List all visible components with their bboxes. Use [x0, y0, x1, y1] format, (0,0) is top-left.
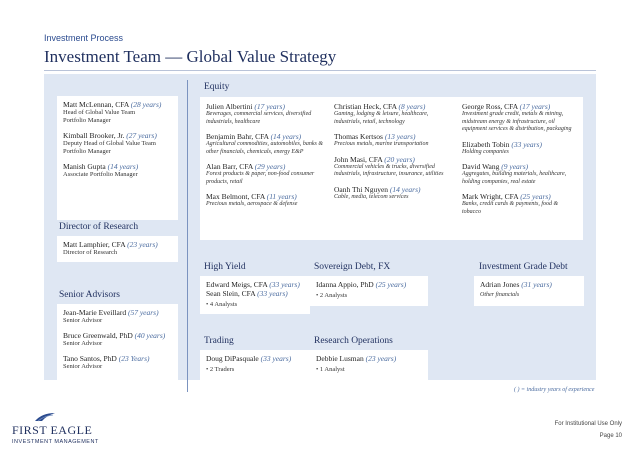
person-name: Edward Meigs, CFA [206, 280, 268, 289]
person-name: Mark Wright, CFA [462, 192, 519, 201]
equity-column [462, 102, 577, 216]
person-name: Doug DiPasquale [206, 354, 259, 363]
person-role: Director of Research [63, 249, 118, 256]
sovereign-debt-card [310, 276, 428, 306]
person-years: (31 years) [521, 280, 552, 289]
person-entry [462, 192, 577, 216]
person-entry [334, 185, 452, 202]
analyst-count: • 4 Analysts [206, 301, 238, 308]
person-name: Manish Gupta [63, 162, 106, 171]
coverage-description: Forest products & paper, non-food consumer products, retail [206, 171, 315, 185]
analyst-count: • 2 Analysts [316, 292, 348, 299]
person-name: Matt McLennan, CFA [63, 100, 129, 109]
high-yield-heading: High Yield [204, 262, 246, 272]
director-of-research-card [57, 236, 178, 262]
person-years: (14 years) [107, 162, 139, 171]
person-years: (28 years) [130, 100, 162, 109]
person-name: Elizabeth Tobin [462, 139, 510, 149]
sovereign-debt-heading: Sovereign Debt, FX [314, 262, 391, 272]
person-years: (29 years) [254, 162, 286, 171]
person-entry [63, 354, 172, 371]
person-years: (20 years) [384, 154, 415, 164]
institutional-disclaimer: For Institutional Use Only [554, 421, 622, 427]
person-years: (8 years) [398, 102, 426, 111]
person-years: (11 years) [266, 192, 297, 201]
person-entry [63, 100, 172, 125]
person-entry [63, 131, 172, 156]
person-name: Christian Heck, CFA [334, 102, 397, 111]
director-of-research-heading: Director of Research [59, 222, 139, 232]
coverage-description: Cable, media, telecom services [334, 193, 409, 200]
equity-column [334, 102, 452, 201]
person-role: Associate Portfolio Manager [63, 171, 138, 178]
trading-heading: Trading [204, 336, 234, 346]
analyst-count: • 1 Analyst [316, 366, 345, 373]
vertical-divider [187, 80, 188, 392]
person-name: Debbie Lusman [316, 354, 364, 363]
logo-subtitle: INVESTMENT MANAGEMENT [12, 439, 99, 445]
person-name: Max Belmont, CFA [206, 192, 265, 201]
person-name: Jean-Marie Eveillard [63, 308, 127, 317]
person-years: (27 years) [126, 131, 157, 140]
person-name: Adrian Jones [480, 280, 520, 289]
coverage-description: Holding companies [462, 148, 509, 155]
coverage-description: Beverages, commercial services, diversified industrials, healthcare [206, 111, 312, 125]
person-role: Senior Advisor [63, 363, 103, 370]
person-entry [63, 331, 172, 348]
person-name: George Ross, CFA [462, 102, 518, 111]
person-years: (14 years) [270, 132, 302, 141]
trader-count: • 2 Traders [206, 366, 235, 373]
page-title: Investment Team — Global Value Strategy [44, 47, 337, 66]
person-entry [334, 132, 452, 149]
person-entry [462, 162, 577, 186]
person-entry [206, 132, 326, 156]
person-name: David Wang [462, 162, 500, 171]
research-operations-card [310, 350, 428, 380]
person-name: Julien Albertini [206, 102, 253, 111]
coverage-description: Other financials [480, 292, 520, 298]
person-name: John Masi, CFA [334, 154, 383, 164]
equity-column [206, 102, 326, 209]
person-name: Benjamin Bahr, CFA [206, 132, 269, 141]
person-years: (13 years) [384, 132, 416, 141]
research-operations-heading: Research Operations [314, 336, 393, 346]
person-role: Deputy Head of Global Value Team Portfolio Manager [63, 140, 156, 155]
person-name: Thomas Kertsos [334, 132, 383, 141]
trading-card [200, 350, 310, 380]
senior-advisors-card [57, 304, 178, 380]
person-years: (33 years) [260, 354, 292, 363]
person-years: (17 years) [254, 102, 285, 111]
person-entry [206, 162, 326, 186]
person-years: (23 Years) [118, 354, 150, 363]
coverage-description: Precious metals, aerospace & defense [206, 201, 298, 207]
company-logo [12, 412, 99, 445]
coverage-description: Banks, credit cards & payments, food & tobacco [462, 201, 559, 215]
person-years: (9 years) [501, 162, 529, 171]
person-name: Sean Slein, CFA [206, 289, 256, 298]
person-name: Tano Santos, PhD [63, 354, 117, 363]
person-years: (23 years) [127, 240, 158, 249]
page-number: Page 10 [599, 433, 622, 439]
person-name: Bruce Greenwald, PhD [63, 331, 133, 340]
person-years: (23 years) [365, 354, 397, 363]
person-name: Oanh Thi Nguyen [334, 184, 389, 194]
person-years: (33 years) [511, 139, 542, 149]
coverage-description: Investment grade credit, metals & mining, midstream energy & infrastructure, oil equipment services & distribution, packaging [462, 111, 572, 132]
coverage-description: Commercial vehicles & trucks, diversified industrials, infrastructure, insurance, utilities [334, 163, 444, 177]
section-label: Investment Process [44, 33, 124, 43]
person-entry [206, 192, 326, 209]
person-entry [206, 102, 326, 126]
person-years: (25 years) [375, 280, 407, 289]
person-name: Kimball Brooker, Jr. [63, 131, 125, 140]
title-rule [44, 70, 596, 71]
person-entry [63, 308, 172, 325]
person-entry [334, 155, 452, 179]
person-years: (33 years) [269, 280, 300, 289]
person-name: Idanna Appio, PhD [316, 280, 374, 289]
person-entry [462, 140, 577, 157]
person-years: (17 years) [519, 102, 551, 111]
eagle-wing-icon [34, 412, 56, 422]
logo-wordmark: FIRST EAGLE [12, 423, 93, 437]
coverage-description: Gaming, lodging & leisure, healthcare, industrials, retail, technology [334, 111, 429, 125]
person-entry [462, 102, 577, 134]
senior-advisors-heading: Senior Advisors [59, 290, 120, 300]
person-name: Alan Barr, CFA [206, 162, 253, 171]
person-years: (57 years) [127, 308, 159, 317]
person-entry [63, 162, 172, 179]
person-years: (14 years) [389, 184, 421, 194]
person-role: Head of Global Value Team Portfolio Manager [63, 109, 136, 124]
investment-grade-debt-heading: Investment Grade Debt [479, 262, 568, 272]
experience-footnote: ( ) = industry years of experience [514, 387, 595, 393]
high-yield-card [200, 276, 310, 314]
leadership-card [57, 96, 178, 220]
investment-grade-debt-card [474, 276, 584, 306]
equity-card [200, 97, 583, 240]
person-name: Matt Lamphier, CFA [63, 240, 126, 249]
coverage-description: Agricultural commodities, automobiles, banks & other financials, chemicals, energy E&P [206, 141, 323, 155]
person-role: Senior Advisor [63, 340, 103, 347]
person-entry [334, 102, 452, 126]
person-years: (25 years) [520, 192, 551, 201]
person-years: (33 years) [257, 289, 288, 298]
coverage-description: Precious metals, marine transportation [334, 141, 429, 147]
equity-heading: Equity [204, 82, 230, 92]
person-years: (40 years) [134, 331, 166, 340]
person-role: Senior Advisor [63, 317, 103, 324]
coverage-description: Aggregates, building materials, healthcare, holding companies, real estate [462, 171, 567, 185]
